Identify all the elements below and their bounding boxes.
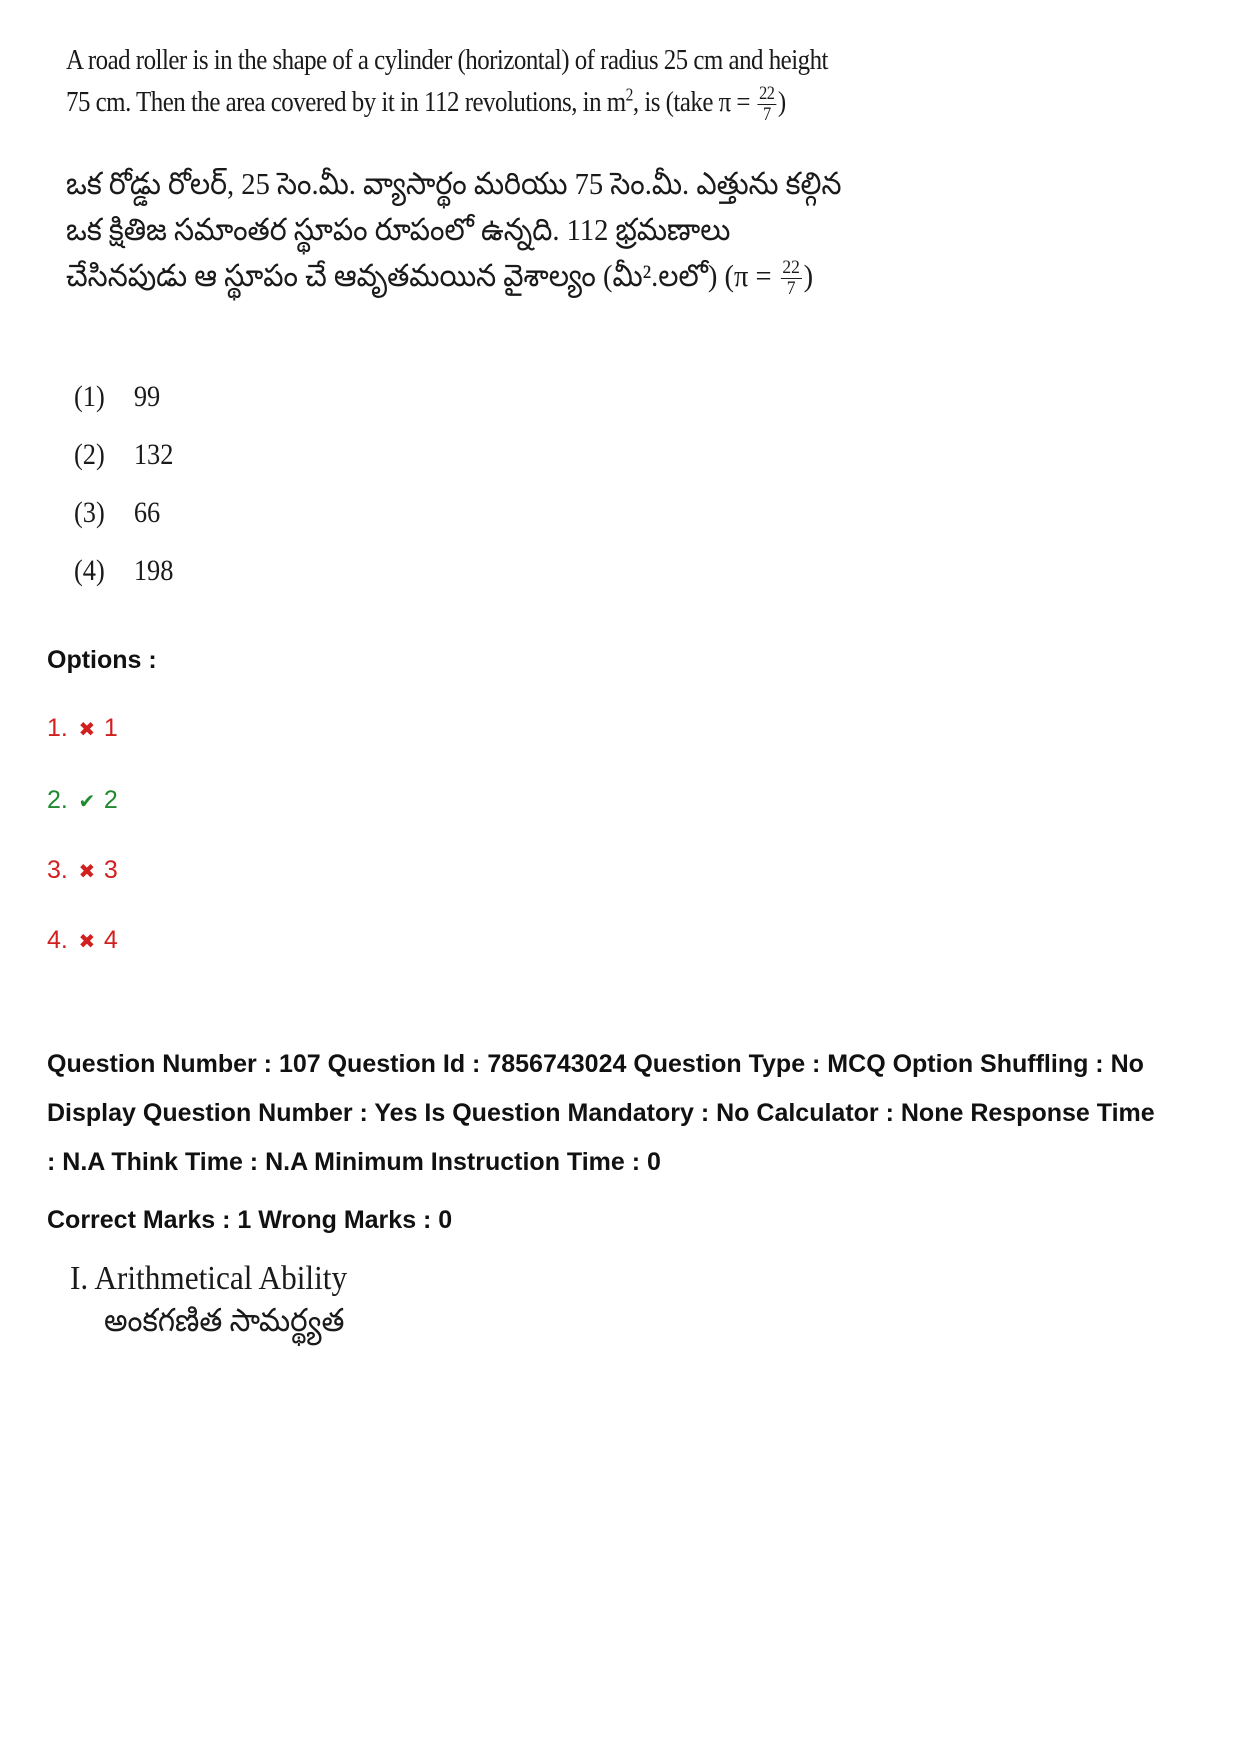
option-value: 66 — [133, 496, 161, 529]
pi-fraction-telugu — [781, 258, 802, 299]
choice-3 — [47, 856, 118, 885]
choice-4 — [47, 926, 118, 955]
close-paren: ) — [777, 86, 786, 119]
question-option-3 — [74, 496, 160, 530]
check-icon: ✔ — [78, 791, 96, 813]
question-telugu-line-1: ఒక రోడ్డు రోలర్, 25 సెం.మీ. వ్యాసార్థం మరియు 75 సెం.మీ. ఎత్తును కల్గిన — [66, 166, 842, 201]
question-meta-line-3: : N.A Think Time : N.A Minimum Instruction Time : 0 — [47, 1148, 661, 1176]
superscript-2: 2 — [625, 84, 633, 105]
choice-label: 3 — [103, 856, 118, 884]
question-telugu-line-2: ఒక క్షితిజ సమాంతర స్థూపం రూపంలో ఉన్నది. 112 భ్రమణాలు — [66, 212, 731, 247]
question-english-line-1: A road roller is in the shape of a cylinder (horizontal) of radius 25 cm and height — [66, 44, 828, 76]
pi-numerator: 22 — [759, 83, 775, 104]
choice-label: 1 — [103, 714, 118, 742]
pi-fraction — [757, 84, 776, 125]
choice-index: 1. — [47, 714, 68, 742]
option-value: 198 — [133, 554, 174, 587]
question-meta-line-2: Display Question Number : Yes Is Question Mandatory : No Calculator : None Response Time — [47, 1099, 1155, 1127]
cross-icon: ✖ — [78, 719, 96, 741]
choice-label: 2 — [103, 786, 118, 814]
close-paren: ) — [803, 258, 814, 293]
question-telugu-text: చేసినపుడు ఆ స్థూపం చే ఆవృతమయిన వైశాల్యం (మీ².లలో) (π = — [66, 258, 772, 293]
choice-label: 4 — [103, 926, 118, 954]
option-number: (4) — [74, 554, 105, 587]
question-marks: Correct Marks : 1 Wrong Marks : 0 — [47, 1206, 453, 1234]
section-title-telugu: అంకగణిత సామర్థ్యత — [104, 1302, 345, 1338]
question-english-text: 75 cm. Then the area covered by it in 112 revolutions, in m — [66, 86, 626, 119]
choice-2 — [47, 786, 118, 815]
pi-denominator: 7 — [762, 104, 771, 125]
question-option-2 — [74, 438, 173, 472]
options-heading: Options : — [47, 646, 157, 674]
option-value: 132 — [133, 438, 174, 471]
choice-index: 4. — [47, 926, 68, 954]
cross-icon: ✖ — [78, 931, 96, 953]
option-number: (1) — [74, 380, 105, 413]
choice-index: 2. — [47, 786, 68, 814]
question-english-line-2 — [66, 84, 786, 125]
cross-icon: ✖ — [78, 861, 96, 883]
section-title: I. Arithmetical Ability — [70, 1260, 348, 1297]
question-english-text-suffix: , is (take π = — [632, 86, 750, 119]
question-telugu-line-3 — [66, 258, 813, 301]
pi-denominator: 7 — [786, 278, 796, 300]
option-number: (3) — [74, 496, 105, 529]
option-number: (2) — [74, 438, 105, 471]
question-option-1 — [74, 380, 160, 414]
pi-numerator: 22 — [782, 257, 800, 279]
option-value: 99 — [133, 380, 161, 413]
choice-1 — [47, 714, 118, 743]
question-option-4 — [74, 554, 173, 588]
question-meta — [47, 1040, 1207, 1187]
choice-index: 3. — [47, 856, 68, 884]
question-meta-line-1: Question Number : 107 Question Id : 7856743024 Question Type : MCQ Option Shuffling : No — [47, 1050, 1144, 1078]
